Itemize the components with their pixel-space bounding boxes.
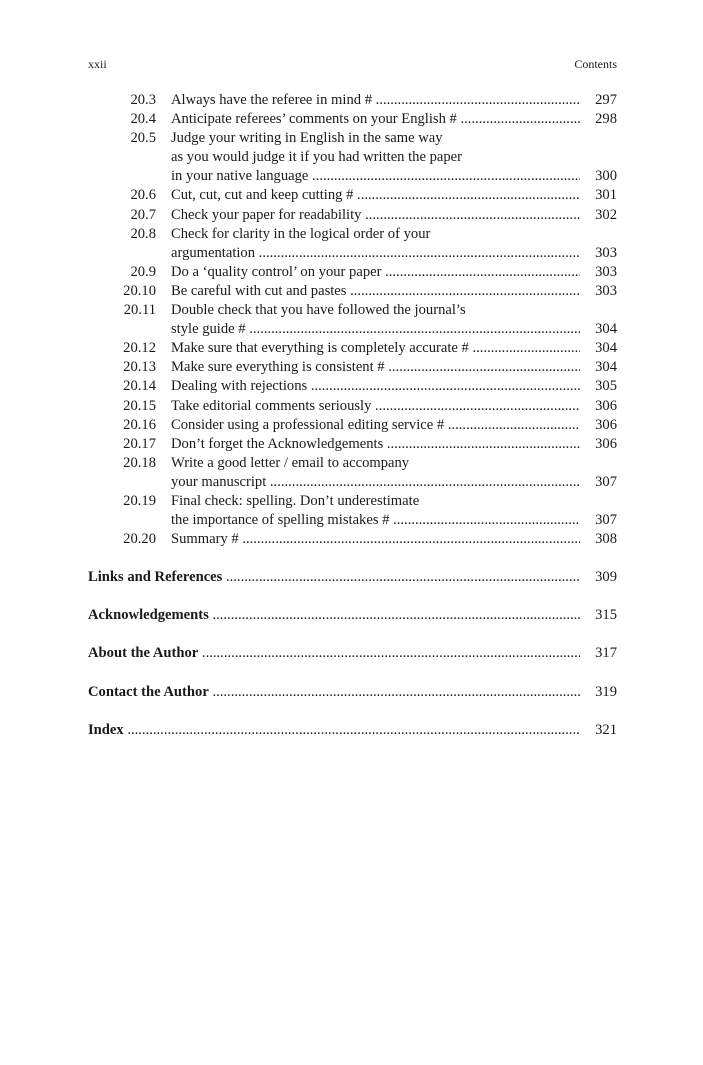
chapter-page-number: 317 [595, 645, 617, 662]
section-title-line: Summary # ..... [171, 530, 580, 549]
section-page-number: 307 [595, 473, 617, 490]
chapter-title: Links and References [88, 569, 223, 586]
section-page-number: 306 [595, 416, 617, 433]
section-number: 20.19 [123, 492, 156, 509]
page-header [88, 56, 617, 72]
section-title-line: Be careful with cut and pastes ..... [171, 282, 580, 301]
toc-section-entry[interactable] [88, 186, 617, 205]
toc-section-entry[interactable] [88, 397, 617, 416]
section-number: 20.16 [123, 416, 156, 433]
section-title-line: Make sure that everything is completely accurate # ..... [171, 339, 580, 358]
section-page-number: 303 [595, 282, 617, 299]
section-number: 20.9 [130, 263, 156, 280]
section-page-number: 303 [595, 244, 617, 261]
toc-section-entry[interactable] [88, 282, 617, 301]
toc-chapter-entry[interactable] [88, 721, 617, 740]
chapter-page-number: 309 [595, 569, 617, 586]
table-of-contents [88, 91, 617, 740]
chapter-title-line [88, 721, 580, 740]
toc-section-entry[interactable] [88, 91, 617, 110]
section-title-line: Dealing with rejections ..... [171, 377, 580, 396]
section-number: 20.12 [123, 340, 156, 357]
toc-section-entry[interactable] [88, 416, 617, 435]
section-number: 20.11 [123, 302, 156, 319]
section-title-line: Check for clarity in the logical order of your [171, 225, 431, 242]
section-title-line: as you would judge it if you had written the paper [171, 149, 462, 166]
section-number: 20.5 [130, 130, 156, 147]
section-page-number: 300 [595, 168, 617, 185]
toc-section-entry[interactable] [88, 263, 617, 282]
toc-chapter-entry[interactable] [88, 568, 617, 587]
section-page-number: 303 [595, 263, 617, 280]
section-title-line: Write a good letter / email to accompany [171, 454, 410, 471]
section-title-line: Make sure everything is consistent # ..... [171, 358, 580, 377]
section-title-line: Take editorial comments seriously ..... [171, 397, 580, 416]
section-title-line: Cut, cut, cut and keep cutting # ..... [171, 186, 580, 205]
toc-chapter-entry[interactable] [88, 606, 617, 625]
toc-section-entry[interactable] [88, 492, 617, 530]
section-title-line: your manuscript ..... [171, 473, 580, 492]
toc-section-entry[interactable] [88, 435, 617, 454]
section-title-line: Do a ‘quality control’ on your paper ..... [171, 263, 580, 282]
toc-chapter-entry[interactable] [88, 683, 617, 702]
chapter-title-line [88, 683, 580, 702]
section-page-number: 306 [595, 435, 617, 452]
chapter-page-number: 319 [595, 683, 617, 700]
section-title-line: Judge your writing in English in the same way [171, 130, 443, 147]
section-page-number: 304 [595, 321, 617, 338]
chapter-title-line [88, 644, 580, 663]
section-title-line: style guide # ..... [171, 320, 580, 339]
toc-section-entry[interactable] [88, 129, 617, 186]
section-page-number: 298 [595, 111, 617, 128]
section-page-number: 304 [595, 340, 617, 357]
section-number: 20.20 [123, 531, 156, 548]
section-number: 20.7 [130, 206, 156, 223]
toc-section-entry[interactable] [88, 377, 617, 396]
chapter-title: Index [88, 721, 124, 738]
toc-section-entry[interactable] [88, 110, 617, 129]
toc-chapter-entry[interactable] [88, 644, 617, 663]
section-number: 20.10 [123, 282, 156, 299]
section-title-line: Final check: spelling. Don’t underestimate [171, 492, 420, 509]
running-title: Contents [574, 57, 617, 71]
chapter-title-line [88, 568, 580, 587]
section-title-line: argumentation ..... [171, 244, 580, 263]
section-page-number: 305 [595, 378, 617, 395]
section-number: 20.17 [123, 435, 156, 452]
section-title-line: Always have the referee in mind # ..... [171, 91, 580, 110]
chapter-page-number: 315 [595, 607, 617, 624]
chapter-page-number: 321 [595, 721, 617, 738]
section-number: 20.4 [130, 111, 156, 128]
section-title-line: Don’t forget the Acknowledgements ..... [171, 435, 580, 454]
chapter-title-line [88, 606, 580, 625]
toc-section-entry[interactable] [88, 206, 617, 225]
section-page-number: 307 [595, 512, 617, 529]
section-number: 20.8 [130, 225, 156, 242]
section-title-line: Double check that you have followed the journal’s [171, 302, 466, 319]
toc-section-entry[interactable] [88, 530, 617, 549]
toc-section-entry[interactable] [88, 225, 617, 263]
toc-section-entry[interactable] [88, 454, 617, 492]
section-page-number: 302 [595, 206, 617, 223]
chapter-title: Acknowledgements [88, 607, 209, 624]
section-page-number: 304 [595, 359, 617, 376]
chapter-title: Contact the Author [88, 683, 209, 700]
section-page-number: 301 [595, 187, 617, 204]
chapter-title: About the Author [88, 645, 199, 662]
toc-section-entry[interactable] [88, 301, 617, 339]
section-title-line: in your native language ..... [171, 167, 580, 186]
section-number: 20.14 [123, 378, 156, 395]
section-title-line: Consider using a professional editing service # ..... [171, 416, 580, 435]
section-title-line: Check your paper for readability ..... [171, 206, 580, 225]
section-title-line: Anticipate referees’ comments on your English # ..... [171, 110, 580, 129]
section-page-number: 306 [595, 397, 617, 414]
section-page-number: 308 [595, 531, 617, 548]
section-number: 20.15 [123, 397, 156, 414]
section-number: 20.6 [130, 187, 156, 204]
toc-section-entry[interactable] [88, 358, 617, 377]
section-number: 20.13 [123, 359, 156, 376]
section-number: 20.18 [123, 454, 156, 471]
page-number: xxii [88, 57, 107, 71]
section-title-line: the importance of spelling mistakes # ..... [171, 511, 580, 530]
section-page-number: 297 [595, 92, 617, 108]
section-number: 20.3 [130, 92, 156, 108]
toc-section-entry[interactable] [88, 339, 617, 358]
